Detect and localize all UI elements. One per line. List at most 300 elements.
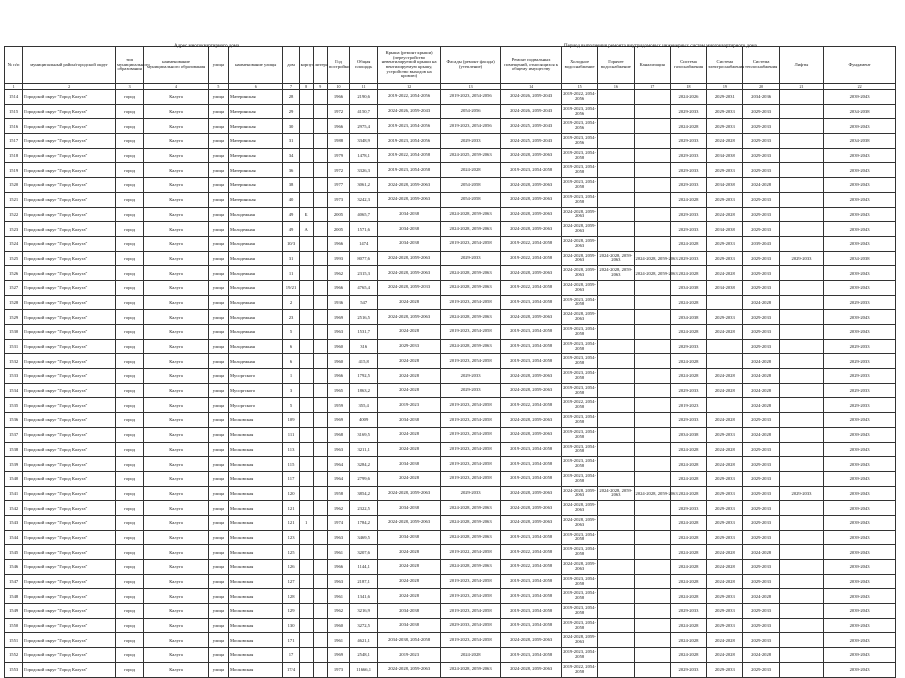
column-header: Лифты <box>779 47 823 84</box>
table-cell <box>299 457 313 472</box>
table-cell <box>299 413 313 428</box>
table-cell: 2024-2028 <box>707 442 743 457</box>
table-cell: 2039-2043 <box>824 560 896 575</box>
table-cell: 2019-2022, 2054-2058 <box>501 545 562 560</box>
table-cell: Московская <box>228 413 282 428</box>
table-cell: 3854,2 <box>350 486 378 501</box>
table-cell: город <box>115 207 143 222</box>
table-cell: 49 <box>283 207 299 222</box>
table-cell: 2024-2028, 2059-2063 <box>440 280 501 295</box>
table-cell: 2019-2023, 2054-2058 <box>501 530 562 545</box>
table-cell: 2039-2043 <box>824 457 896 472</box>
table-cell: 2034-2038 <box>378 222 441 237</box>
table-cell: 2024-2028, 2059-2063 <box>501 515 562 530</box>
table-cell: город <box>115 383 143 398</box>
table-cell: 2029-2033 <box>707 501 743 516</box>
table-cell: 2024-2028 <box>707 207 743 222</box>
table-cell: Московская <box>228 530 282 545</box>
table-cell <box>299 501 313 516</box>
table-cell <box>299 633 313 648</box>
table-cell: 2029-2033 <box>670 163 706 178</box>
table-cell: 2019-2022, 2054-2056 <box>378 90 441 105</box>
table-cell: 2034-2036 <box>743 90 779 105</box>
table-cell: 3242,3 <box>350 192 378 207</box>
table-cell: улица <box>208 545 228 560</box>
column-header: Фасады (ремонт фасада) (утепление) <box>440 47 501 84</box>
table-cell: 2019-2022, 2054-2058 <box>501 560 562 575</box>
table-cell: 2019-2023, 2054-2058 <box>501 339 562 354</box>
table-cell: 2019-2022, 2054-2058 <box>561 398 597 413</box>
table-cell: 2039-2043 <box>824 471 896 486</box>
table-row <box>5 574 896 589</box>
table-cell: Калуга <box>144 104 209 119</box>
table-cell <box>779 662 823 677</box>
column-number: 6 <box>228 84 282 90</box>
table-cell: улица <box>208 90 228 105</box>
table-cell: 2019-2023 <box>378 398 441 413</box>
table-cell: Калуга <box>144 222 209 237</box>
table-cell <box>634 207 670 222</box>
table-cell: Калуга <box>144 560 209 575</box>
table-cell: 1522 <box>5 207 23 222</box>
table-cell <box>598 369 634 384</box>
table-cell: 1960 <box>327 618 349 633</box>
table-cell <box>313 618 327 633</box>
table-cell: 2024-2028, 2059-2063 <box>501 266 562 281</box>
table-cell: 2039-2043 <box>824 530 896 545</box>
table-cell: город <box>115 295 143 310</box>
table-cell <box>299 280 313 295</box>
table-row <box>5 178 896 193</box>
table-cell: 2019-2023, 2054-2058 <box>561 413 597 428</box>
table-cell: 2034-2038 <box>378 618 441 633</box>
table-cell: улица <box>208 427 228 442</box>
table-cell: 2039-2043 <box>824 545 896 560</box>
table-cell: 2029-2033 <box>707 589 743 604</box>
table-cell: 38 <box>283 178 299 193</box>
table-cell <box>634 545 670 560</box>
table-cell: город <box>115 471 143 486</box>
table-cell <box>779 222 823 237</box>
table-cell: 2019-2023 <box>378 648 441 663</box>
table-cell: 2024-2028 <box>670 295 706 310</box>
table-cell <box>313 266 327 281</box>
table-cell: 1520 <box>5 178 23 193</box>
table-row <box>5 383 896 398</box>
table-cell <box>299 589 313 604</box>
table-cell: 2029-2033 <box>743 339 779 354</box>
table-cell: 2029-2033 <box>824 354 896 369</box>
table-cell: Городской округ "Город Калуга" <box>23 560 116 575</box>
table-cell <box>598 207 634 222</box>
table-cell <box>313 530 327 545</box>
table-cell: 2024-2028 <box>378 427 441 442</box>
table-cell: 2029-2033 <box>707 192 743 207</box>
table-cell: 2024-2028, 2059-2063 <box>378 515 441 530</box>
table-cell: 2019-2023, 2054-2058 <box>561 354 597 369</box>
table-cell: Калуга <box>144 530 209 545</box>
table-cell: 2019-2022, 2054-2058 <box>440 545 501 560</box>
table-cell: 2024-2028 <box>707 369 743 384</box>
table-cell: 2019-2022, 2054-2058 <box>378 148 441 163</box>
table-cell: 121 <box>283 515 299 530</box>
table-cell: Мусоргского <box>228 383 282 398</box>
table-cell: 1529 <box>5 310 23 325</box>
table-cell <box>299 90 313 105</box>
table-cell <box>299 354 313 369</box>
table-cell <box>313 574 327 589</box>
table-cell: 2029-2033 <box>707 427 743 442</box>
table-cell <box>634 515 670 530</box>
table-cell <box>313 648 327 663</box>
table-cell: 2024-2026, 2059-2043 <box>501 104 562 119</box>
table-cell <box>598 119 634 134</box>
table-cell: 355,4 <box>350 398 378 413</box>
table-cell: 2019-2023, 2054-2056 <box>378 134 441 149</box>
table-cell: Московская <box>228 457 282 472</box>
table-cell: 2548,1 <box>350 648 378 663</box>
table-cell: 2024-2028, 2059-2063 <box>598 486 634 501</box>
table-cell: 2039-2043 <box>824 501 896 516</box>
table-cell: 2024-2028, 2059-2063 <box>501 207 562 222</box>
table-cell <box>313 515 327 530</box>
table-cell <box>299 545 313 560</box>
table-cell <box>313 471 327 486</box>
table-cell: Городской округ "Город Калуга" <box>23 192 116 207</box>
table-cell <box>634 633 670 648</box>
table-cell <box>313 427 327 442</box>
table-cell: 2019-2023, 2054-2058 <box>561 369 597 384</box>
table-cell <box>779 148 823 163</box>
table-cell: город <box>115 545 143 560</box>
table-cell: 2024-2028, 2059-2033 <box>378 280 441 295</box>
table-cell: 1516 <box>5 119 23 134</box>
table-cell: 1961 <box>327 589 349 604</box>
table-cell: 1550 <box>5 618 23 633</box>
table-cell <box>634 163 670 178</box>
table-cell: 2034-2038 <box>378 457 441 472</box>
table-cell: 2029-2033 <box>743 148 779 163</box>
table-cell <box>634 295 670 310</box>
table-cell: улица <box>208 222 228 237</box>
table-cell: 2029-2033 <box>743 442 779 457</box>
table-cell: 2024-2028 <box>707 574 743 589</box>
table-cell: 2029-2033 <box>743 310 779 325</box>
table-cell: 2029-2033 <box>670 207 706 222</box>
table-cell: 2039-2043 <box>824 648 896 663</box>
table-cell: 113 <box>283 442 299 457</box>
table-cell <box>779 354 823 369</box>
table-cell: 2024-2028 <box>440 648 501 663</box>
table-cell <box>598 457 634 472</box>
table-cell: Материнская <box>228 163 282 178</box>
table-cell: 2024-2028, 2059-2063 <box>561 486 597 501</box>
table-cell: 2029-2033 <box>743 163 779 178</box>
table-cell <box>779 104 823 119</box>
table-cell: Калуга <box>144 383 209 398</box>
table-cell: 4009 <box>350 413 378 428</box>
table-cell <box>299 236 313 251</box>
table-cell <box>779 413 823 428</box>
table-cell <box>634 369 670 384</box>
table-cell <box>634 134 670 149</box>
table-cell <box>598 427 634 442</box>
table-cell: 2019-2023, 2054-2056 <box>561 134 597 149</box>
table-cell: Городской округ "Город Калуга" <box>23 148 116 163</box>
table-cell: 2054-2058 <box>440 178 501 193</box>
table-cell: 2019-2023, 2054-2058 <box>561 442 597 457</box>
table-cell: город <box>115 560 143 575</box>
table-cell <box>598 618 634 633</box>
table-cell <box>779 163 823 178</box>
table-cell: 2024-2028, 2059-2063 <box>634 486 670 501</box>
table-cell <box>634 178 670 193</box>
table-cell: 1972 <box>327 163 349 178</box>
table-cell: 2029-2033 <box>743 280 779 295</box>
table-cell: 2024-2028 <box>670 530 706 545</box>
table-cell: 2315,3 <box>350 266 378 281</box>
table-cell: 2024-2028 <box>670 618 706 633</box>
table-cell <box>779 427 823 442</box>
table-row <box>5 369 896 384</box>
table-cell: 2019-2023, 2054-2058 <box>561 471 597 486</box>
table-cell: 2029-2033 <box>743 192 779 207</box>
table-cell <box>598 310 634 325</box>
table-cell: 2024-2028 <box>743 354 779 369</box>
table-cell: улица <box>208 618 228 633</box>
table-cell: 2019-2023, 2054-2058 <box>440 354 501 369</box>
table-cell <box>779 442 823 457</box>
table-cell: 2039-2043 <box>824 515 896 530</box>
table-cell <box>779 236 823 251</box>
table-cell: 2024-2026 <box>670 90 706 105</box>
table-row <box>5 236 896 251</box>
table-cell: 2024-2028 <box>707 648 743 663</box>
table-cell <box>634 325 670 340</box>
table-cell: 2019-2023, 2054-2058 <box>561 148 597 163</box>
table-cell <box>598 148 634 163</box>
table-cell <box>779 574 823 589</box>
table-cell: Калуга <box>144 339 209 354</box>
table-cell: 2034-2038, 2054-2058 <box>378 633 441 648</box>
table-cell: Калуга <box>144 148 209 163</box>
table-cell: улица <box>208 515 228 530</box>
table-cell: 2024-2028, 2059-2063 <box>501 427 562 442</box>
table-cell: 2024-2028 <box>670 236 706 251</box>
table-cell: Калуга <box>144 574 209 589</box>
table-cell: улица <box>208 486 228 501</box>
table-row <box>5 413 896 428</box>
table-cell: 2029-2033 <box>743 119 779 134</box>
table-cell: Городской округ "Город Калуга" <box>23 339 116 354</box>
table-cell: Мусоргского <box>228 398 282 413</box>
table-cell: 2029-2033 <box>440 369 501 384</box>
table-cell: Городской округ "Город Калуга" <box>23 633 116 648</box>
table-cell: 2024-2028, 2059-2063 <box>501 662 562 677</box>
table-row <box>5 148 896 163</box>
table-cell <box>299 618 313 633</box>
table-cell: 2039-2043 <box>824 148 896 163</box>
table-cell <box>313 413 327 428</box>
table-cell: 2034-2038 <box>378 604 441 619</box>
table-cell: 1973 <box>327 662 349 677</box>
table-cell: 17 <box>283 648 299 663</box>
table-cell: 2019-2023, 2054-2058 <box>501 457 562 472</box>
column-header: тип муниципального образования <box>115 47 143 84</box>
periods-group-header: Период выполнения ремонта внутридомовых инженерных систем многоквартирного дома <box>564 44 757 49</box>
table-cell: 117 <box>283 471 299 486</box>
table-cell: 2039-2043 <box>824 207 896 222</box>
table-row <box>5 589 896 604</box>
table-cell: 1571,6 <box>350 222 378 237</box>
table-cell <box>598 530 634 545</box>
table-cell: 1523 <box>5 222 23 237</box>
table-cell <box>313 280 327 295</box>
table-cell: Московская <box>228 515 282 530</box>
table-cell: улица <box>208 251 228 266</box>
table-cell: город <box>115 90 143 105</box>
table-cell <box>634 339 670 354</box>
table-cell: Калуга <box>144 662 209 677</box>
table-cell: 2005 <box>327 222 349 237</box>
table-cell: 1528 <box>5 295 23 310</box>
table-cell: 3284,2 <box>350 457 378 472</box>
table-cell: улица <box>208 354 228 369</box>
table-cell <box>779 471 823 486</box>
table-cell: Калуга <box>144 398 209 413</box>
table-cell: улица <box>208 471 228 486</box>
table-cell: 2029-2033 <box>743 325 779 340</box>
table-cell: улица <box>208 163 228 178</box>
table-cell <box>598 222 634 237</box>
table-cell: 1538 <box>5 442 23 457</box>
table-cell: город <box>115 427 143 442</box>
table-cell: Калуга <box>144 295 209 310</box>
table-cell: 2039-2043 <box>824 662 896 677</box>
table-cell: 2019-2023 <box>670 398 706 413</box>
table-cell: 2034-2038 <box>378 501 441 516</box>
table-cell <box>299 178 313 193</box>
table-cell <box>707 354 743 369</box>
table-cell <box>313 222 327 237</box>
table-row <box>5 295 896 310</box>
table-row <box>5 560 896 575</box>
table-cell: 2024-2028 <box>670 325 706 340</box>
column-number: 11 <box>350 84 378 90</box>
table-row <box>5 339 896 354</box>
table-cell <box>634 574 670 589</box>
table-cell: 2019-2023, 2054-2058 <box>440 589 501 604</box>
table-cell: 2029-2033 <box>670 222 706 237</box>
table-cell: 2024-2028, 2059-2063 <box>561 515 597 530</box>
table-cell: город <box>115 266 143 281</box>
table-cell <box>299 163 313 178</box>
table-cell: 2 <box>283 295 299 310</box>
table-cell <box>313 442 327 457</box>
table-cell <box>779 618 823 633</box>
table-cell: 2039-2043 <box>824 163 896 178</box>
column-header: Канализация <box>634 47 670 84</box>
table-cell: Городской округ "Город Калуга" <box>23 383 116 398</box>
table-cell: 129 <box>283 604 299 619</box>
table-cell: 1547 <box>5 574 23 589</box>
table-cell: город <box>115 251 143 266</box>
column-number: 1 <box>5 84 23 90</box>
table-cell: 1988 <box>327 134 349 149</box>
table-cell: 2024-2028, 2059-2063 <box>440 207 501 222</box>
table-cell: 1960 <box>327 339 349 354</box>
table-cell: 2019-2023, 2054-2058 <box>440 604 501 619</box>
table-cell: 2024-2028, 2059-2063 <box>440 310 501 325</box>
table-cell <box>313 339 327 354</box>
table-cell: Городской округ "Город Калуга" <box>23 618 116 633</box>
table-cell: 2029-2033 <box>670 251 706 266</box>
table-row <box>5 515 896 530</box>
table-cell <box>313 501 327 516</box>
table-cell: 1515 <box>5 104 23 119</box>
table-cell <box>779 560 823 575</box>
table-cell: 2034-2038 <box>824 134 896 149</box>
table-cell: 1965 <box>327 383 349 398</box>
table-cell <box>779 207 823 222</box>
table-cell: улица <box>208 134 228 149</box>
table-cell: Городской округ "Город Калуга" <box>23 295 116 310</box>
table-cell <box>313 310 327 325</box>
table-cell: 2029-2033 <box>824 369 896 384</box>
table-cell: город <box>115 662 143 677</box>
table-cell: 1533 <box>5 369 23 384</box>
table-cell <box>598 236 634 251</box>
table-cell <box>598 383 634 398</box>
table-cell: улица <box>208 633 228 648</box>
table-cell <box>598 545 634 560</box>
column-header: Фундамент <box>824 47 896 84</box>
table-cell: город <box>115 222 143 237</box>
table-cell: 2029-2033 <box>743 222 779 237</box>
column-number: 9 <box>313 84 327 90</box>
table-cell: 2029-2033 <box>707 310 743 325</box>
table-cell: 1 <box>283 369 299 384</box>
table-cell: 2024-2028, 2059-2063 <box>501 486 562 501</box>
table-cell: Городской округ "Город Калуга" <box>23 648 116 663</box>
table-cell: Калуга <box>144 633 209 648</box>
table-cell: 1535 <box>5 398 23 413</box>
table-cell: Калуга <box>144 325 209 340</box>
column-number: 13 <box>440 84 501 90</box>
table-cell <box>299 310 313 325</box>
table-cell: 2029-2033 <box>824 383 896 398</box>
table-cell: 2029-2033 <box>707 163 743 178</box>
table-cell <box>313 178 327 193</box>
table-cell: Молодежная <box>228 236 282 251</box>
table-cell: 6 <box>283 354 299 369</box>
table-cell: 2024-2028, 2059-2063 <box>501 192 562 207</box>
table-cell: Б <box>299 207 313 222</box>
table-cell <box>313 589 327 604</box>
table-cell <box>707 295 743 310</box>
table-cell: 23 <box>283 310 299 325</box>
table-cell: 1540 <box>5 471 23 486</box>
table-cell: 4621,1 <box>350 633 378 648</box>
table-cell: 1 <box>299 515 313 530</box>
table-cell: 1341,6 <box>350 589 378 604</box>
table-cell: Калуга <box>144 604 209 619</box>
table-row <box>5 90 896 105</box>
table-cell <box>299 383 313 398</box>
table-cell: 3469,5 <box>350 530 378 545</box>
column-header: Общая площадь <box>350 47 378 84</box>
table-cell: Московская <box>228 648 282 663</box>
